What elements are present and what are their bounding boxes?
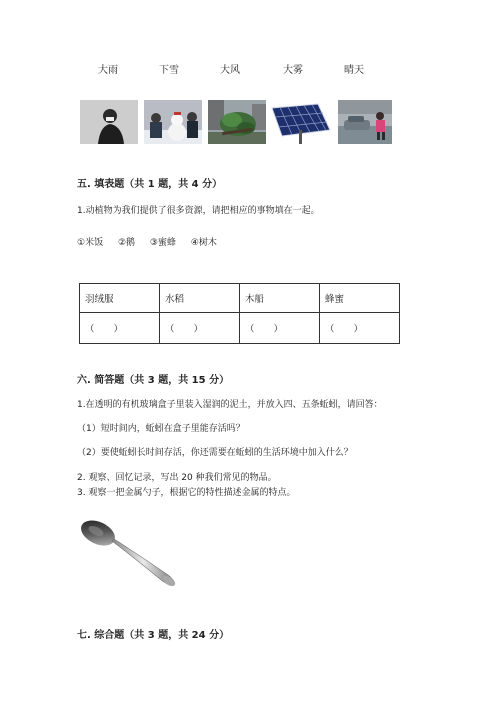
- flooded-street-photo: [338, 100, 392, 144]
- section6-question-1b: （2）要使蚯蚓长时间存活，你还需要在蚯蚓的生活环境中加入什么？: [77, 448, 353, 458]
- section5-question-1: 1.动植物为我们提供了很多资源，请把相应的事物填在一起。: [77, 206, 320, 216]
- snowman-photo: [144, 100, 202, 144]
- option-goose: ②鹅: [117, 238, 136, 248]
- table-blank-3[interactable]: （ ）: [240, 313, 320, 344]
- fill-table: [79, 283, 400, 344]
- table-header-down-jacket: 羽绒服: [80, 284, 160, 313]
- table-blank-1[interactable]: （ ）: [80, 313, 160, 344]
- section6-title: 六. 简答题（共 3 题，共 15 分）: [77, 375, 230, 386]
- weather-label-sunny: 晴天: [344, 65, 364, 76]
- table-header-honey: 蜂蜜: [320, 284, 400, 313]
- metal-spoon-photo: [76, 513, 186, 597]
- section5-options: [77, 235, 229, 248]
- section5-title: 五. 填表题（共 1 题，共 4 分）: [77, 179, 223, 190]
- option-tree: ④树木: [190, 238, 217, 248]
- section6-question-3: 3. 观察一把金属勺子，根据它的特性描述金属的特点。: [77, 488, 296, 498]
- section6-question-2: 2. 观察、回忆记录，写出 20 种我们常见的物品。: [77, 473, 277, 483]
- fallen-tree-photo: [208, 100, 266, 144]
- weather-label-snow: 下雪: [159, 65, 179, 76]
- option-bee: ③蜜蜂: [149, 238, 176, 248]
- option-rice: ①米饭: [77, 238, 104, 248]
- weather-label-fog: 大雾: [283, 65, 303, 76]
- section6-question-1: 1.在透明的有机玻璃盒子里装入湿润的泥土，并放入四、五条蚯蚓，请回答：: [77, 400, 383, 410]
- table-blank-2[interactable]: （ ）: [160, 313, 240, 344]
- person-in-haze-photo: [80, 100, 138, 144]
- weather-label-wind: 大风: [220, 65, 240, 76]
- section6-question-1a: （1）短时间内，蚯蚓在盒子里能存活吗？: [77, 424, 245, 434]
- section7-title: 七. 综合题（共 3 题，共 24 分）: [77, 630, 230, 641]
- solar-panel-photo: [266, 100, 334, 144]
- weather-label-rain: 大雨: [98, 65, 118, 76]
- table-header-rice-plant: 水稻: [160, 284, 240, 313]
- table-header-wooden-boat: 木船: [240, 284, 320, 313]
- table-blank-4[interactable]: （ ）: [320, 313, 400, 344]
